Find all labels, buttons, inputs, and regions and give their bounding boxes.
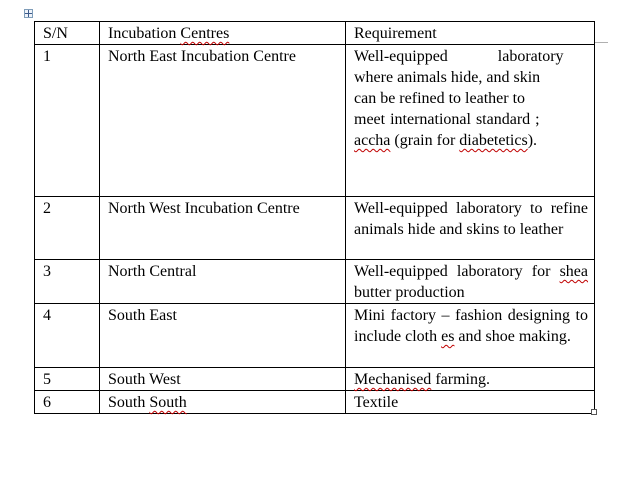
cell-sn[interactable]: 4 bbox=[35, 304, 100, 368]
cell-requirement[interactable]: Well-equipped laboratory to refine animals hide and skins to leather bbox=[346, 197, 595, 260]
cell-sn[interactable]: 3 bbox=[35, 260, 100, 304]
cell-centre[interactable]: North East Incubation Centre bbox=[100, 45, 346, 197]
header-sn[interactable]: S/N bbox=[35, 22, 100, 45]
req-line bbox=[354, 46, 588, 67]
cell-centre[interactable]: South West bbox=[100, 368, 346, 391]
table-resize-handle[interactable] bbox=[591, 409, 597, 415]
table-row bbox=[35, 368, 595, 391]
req-text: Well-equipped laboratory for bbox=[354, 263, 560, 280]
table-row bbox=[35, 260, 595, 304]
table-row bbox=[35, 197, 595, 260]
header-row bbox=[35, 22, 595, 45]
header-requirement[interactable]: Requirement bbox=[346, 22, 595, 45]
req-text: Mini factory – fashion designing to include cloth bbox=[354, 307, 588, 345]
req-text: farming. bbox=[431, 371, 490, 388]
cell-sn[interactable]: 5 bbox=[35, 368, 100, 391]
spelling-flag-mechanised: Mechanised bbox=[354, 371, 432, 388]
spelling-flag-accha: accha bbox=[354, 132, 391, 149]
spelling-flag-diabetetics: diabetetics bbox=[459, 132, 528, 149]
cell-sn[interactable]: 1 bbox=[35, 45, 100, 197]
req-text: Well-equipped laboratory bbox=[354, 48, 564, 65]
req-line bbox=[354, 130, 588, 151]
req-text: ). bbox=[527, 132, 538, 149]
cell-centre[interactable] bbox=[100, 391, 346, 414]
req-text: butter production bbox=[354, 284, 465, 301]
table-row bbox=[35, 45, 595, 197]
req-line: can be refined to leather to bbox=[354, 90, 526, 107]
requirements-table bbox=[34, 21, 595, 414]
req-line: where animals hide, and skin bbox=[354, 69, 541, 86]
move-arrows-icon bbox=[25, 10, 32, 17]
cell-requirement[interactable] bbox=[346, 260, 595, 304]
spelling-flag-shea: shea bbox=[559, 263, 588, 280]
cell-sn[interactable]: 2 bbox=[35, 197, 100, 260]
cell-requirement[interactable]: Textile bbox=[346, 391, 595, 414]
cell-centre[interactable]: North West Incubation Centre bbox=[100, 197, 346, 260]
cell-centre[interactable]: North Central bbox=[100, 260, 346, 304]
spelling-flag-es: es bbox=[441, 328, 455, 345]
req-text: and shoe making. bbox=[454, 328, 571, 345]
centre-text: South bbox=[108, 394, 150, 411]
req-text: (grain for bbox=[390, 132, 460, 149]
cell-requirement[interactable] bbox=[346, 304, 595, 368]
header-centre-prefix: Incubation bbox=[108, 25, 181, 42]
table-row bbox=[35, 391, 595, 414]
cell-sn[interactable]: 6 bbox=[35, 391, 100, 414]
req-line: meet international standard ; bbox=[354, 111, 540, 128]
cell-requirement[interactable] bbox=[346, 368, 595, 391]
spelling-flag-centres: Centres bbox=[180, 25, 230, 42]
table-move-handle[interactable] bbox=[24, 9, 33, 18]
table-row bbox=[35, 304, 595, 368]
cell-centre[interactable]: South East bbox=[100, 304, 346, 368]
cell-requirement[interactable] bbox=[346, 45, 595, 197]
header-incubation-centres[interactable] bbox=[100, 22, 346, 45]
column-boundary-marker bbox=[594, 42, 608, 43]
spelling-flag-south: South bbox=[149, 394, 187, 411]
